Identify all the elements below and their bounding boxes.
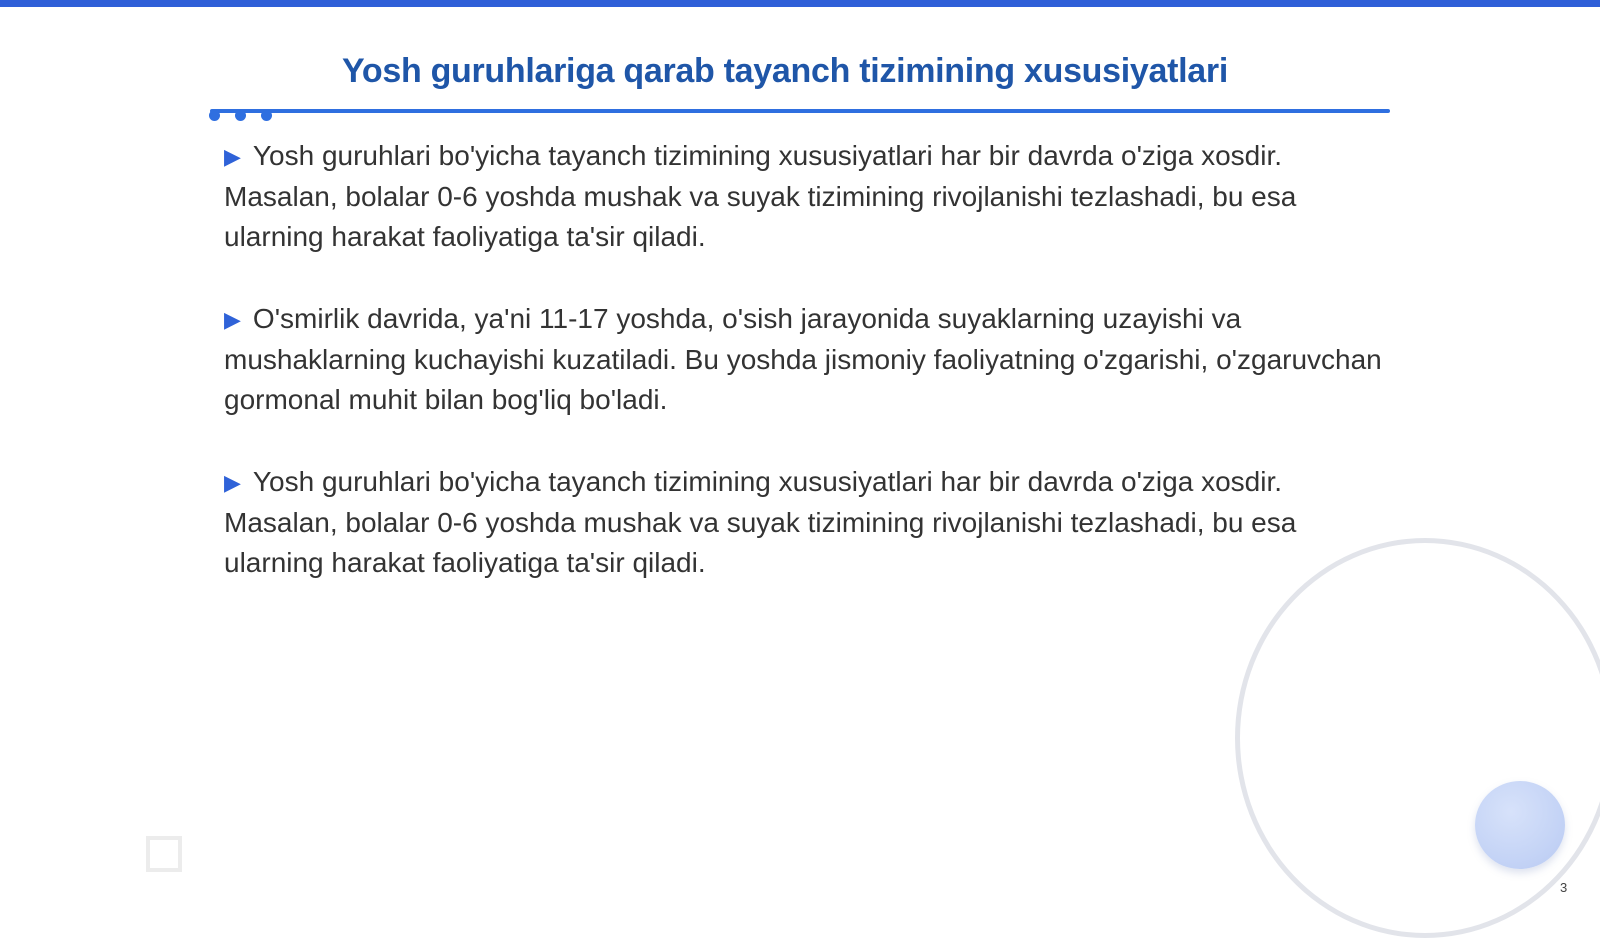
bullet-arrow-icon: ▶ [224,470,241,495]
bullet-text: Yosh guruhlari bo'yicha tayanch tizimining xususiyatlari har bir davrda o'ziga xosdir. Masalan, bolalar 0-6 yoshda mushak va suyak tizimining rivojlanishi tezlashadi, bu esa ularning harakat faoliyatiga ta'sir qiladi. [224,140,1297,252]
decorative-dot [261,110,272,121]
page-number: 3 [1560,880,1568,895]
bullet-arrow-icon: ▶ [224,307,241,332]
bullet-text: Yosh guruhlari bo'yicha tayanch tizimining xususiyatlari har bir davrda o'ziga xosdir. Masalan, bolalar 0-6 yoshda mushak va suyak tizimining rivojlanishi tezlashadi, bu esa ularning harakat faoliyatiga ta'sir qiladi. [224,466,1297,578]
bullet-item [224,299,1384,420]
top-accent-bar [0,0,1600,7]
title-underline [210,109,1390,113]
bullet-list [224,136,1384,625]
slide-title: Yosh guruhlariga qarab tayanch tizimining xususiyatlari [342,52,1228,90]
decorative-ring [1235,538,1600,938]
bullet-item [224,462,1384,583]
bullet-text: O'smirlik davrida, ya'ni 11-17 yoshda, o'sish jarayonida suyaklarning uzayishi va mushaklarning kuchayishi kuzatiladi. Bu yoshda jismoniy faoliyatning o'zgarishi, o'zgaruvchan gormonal muhit bilan bog'liq bo'ladi. [224,303,1382,415]
bullet-item [224,136,1384,257]
decorative-dot [235,110,246,121]
bullet-arrow-icon: ▶ [224,144,241,169]
decorative-square [146,836,182,872]
decorative-dot [209,110,220,121]
decorative-circle [1475,781,1565,869]
